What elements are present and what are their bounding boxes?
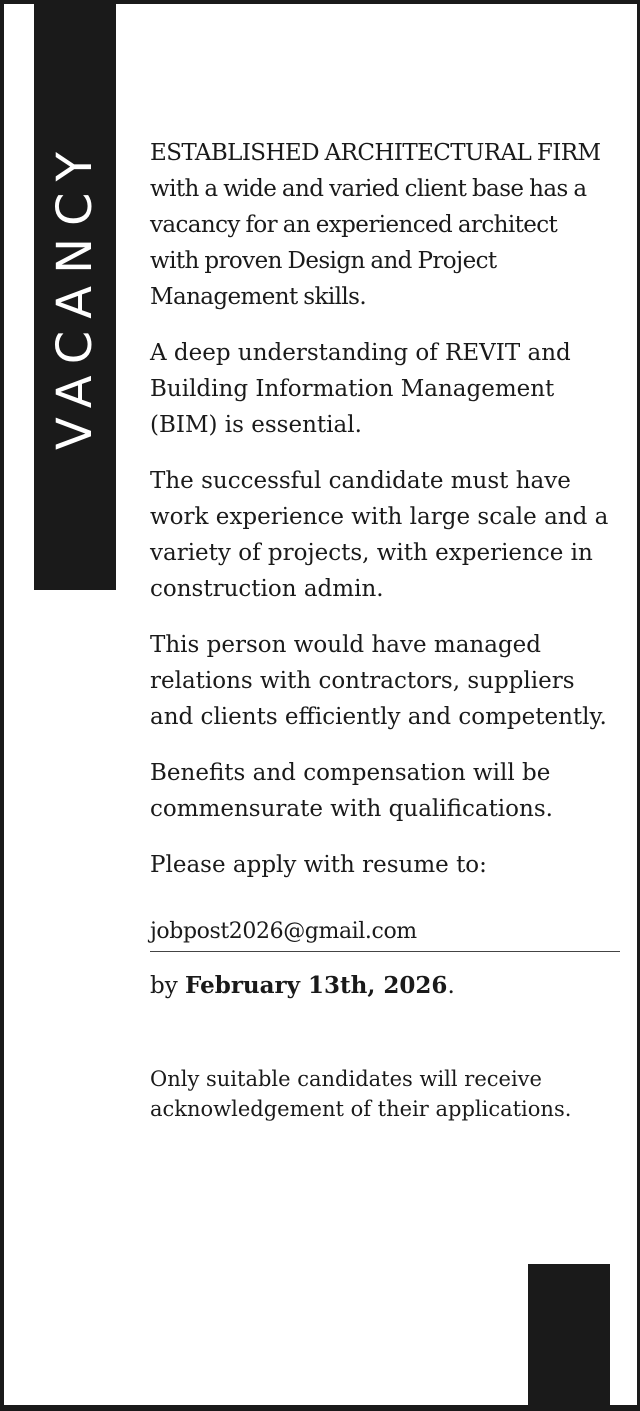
acknowledgement-note: Only suitable candidates will receive acknowledgement of their applications. (150, 1067, 572, 1121)
advertisement-body (150, 135, 610, 1124)
paragraph-intro: ESTABLISHED ARCHITECTURAL FIRM with a wide and varied client base has a vacancy for an experienced architect with proven Design and Project Management skills. (150, 140, 601, 310)
paragraph-relations: This person would have managed relations with contractors, suppliers and clients efficiently and competently. (150, 632, 607, 730)
paragraph-benefits: Benefits and compensation will be commensurate with qualifications. (150, 760, 553, 822)
paragraph-requirements: A deep understanding of REVIT and Building Information Management (BIM) is essential. (150, 340, 571, 438)
deadline-prefix: by (150, 973, 178, 999)
email-text: jobpost2026@gmail.com (150, 919, 417, 944)
paragraph-apply: Please apply with resume to: (150, 852, 487, 878)
vacancy-title: VACANCY (47, 139, 103, 451)
deadline-date: February 13th, 2026 (185, 972, 448, 999)
paragraph-experience: The successful candidate must have work experience with large scale and a variety of projects, with experience in construction admin. (150, 468, 609, 602)
email-address[interactable] (150, 917, 620, 952)
deadline-suffix: . (447, 973, 455, 999)
corner-block (528, 1264, 610, 1411)
deadline-line (150, 968, 610, 1004)
